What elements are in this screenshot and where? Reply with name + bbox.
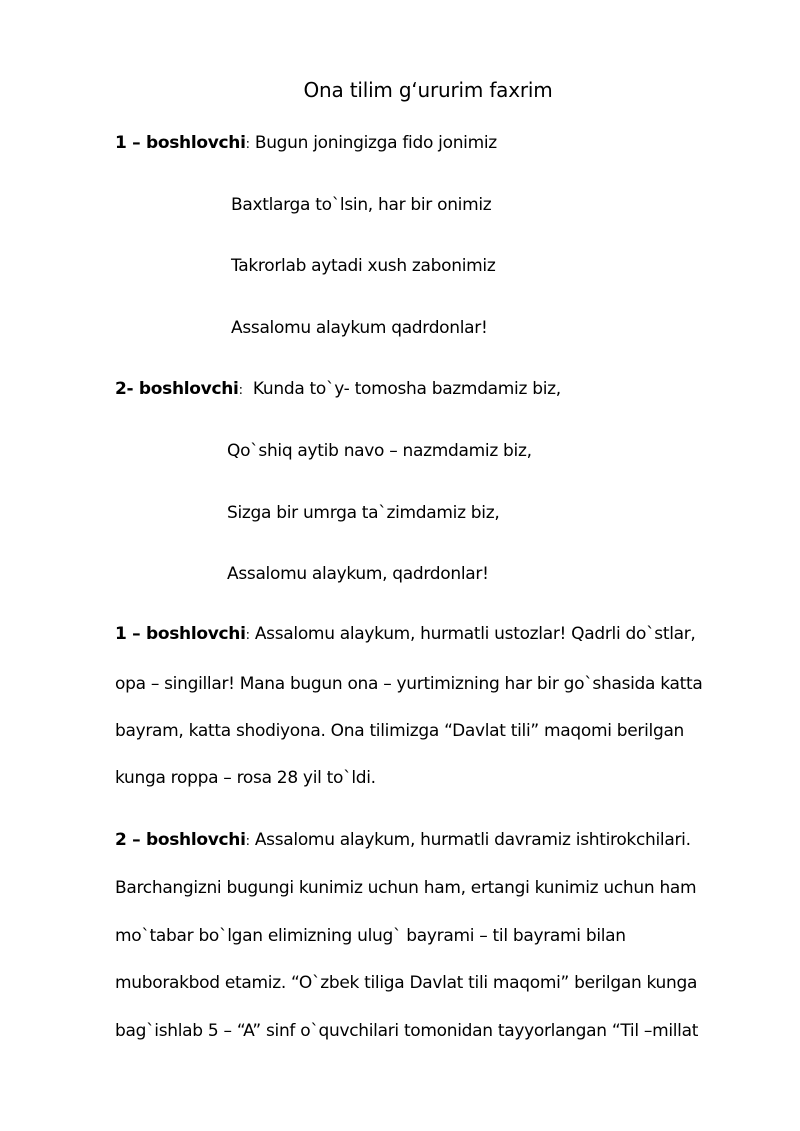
paragraph-line: kunga roppa – rosa 28 yil to`ldi.	[115, 768, 376, 788]
paragraph-2-first-line	[115, 830, 691, 850]
paragraph-line: Assalomu alaykum, hurmatli ustozlar! Qadrli do`stlar,	[254, 624, 696, 644]
speaker-colon: :	[245, 628, 250, 643]
stanza-2-first-line	[115, 379, 561, 399]
verse-line: Assalomu alaykum qadrdonlar!	[231, 318, 488, 338]
stanza-1-first-line	[115, 133, 497, 153]
speaker-label: 1 – boshlovchi	[115, 133, 246, 153]
speaker-label: 2- boshlovchi	[115, 379, 239, 399]
verse-line: Assalomu alaykum, qadrdonlar!	[227, 564, 489, 584]
verse-line: Kunda to`y- tomosha bazmdamiz biz,	[252, 379, 561, 399]
paragraph-line: bag`ishlab 5 – “A” sinf o`quvchilari tomonidan tayyorlangan “Til –millat	[115, 1021, 699, 1041]
speaker-label: 2 – boshlovchi	[115, 830, 246, 850]
speaker-colon: :	[238, 383, 243, 398]
paragraph-line: bayram, katta shodiyona. Ona tilimizga “Davlat tili” maqomi berilgan	[115, 721, 685, 741]
verse-line: Baxtlarga to`lsin, har bir onimiz	[231, 195, 492, 215]
verse-line: Takrorlab aytadi xush zabonimiz	[231, 256, 496, 276]
paragraph-line: mo`tabar bo`lgan elimizning ulug` bayrami – til bayrami bilan	[115, 926, 626, 946]
verse-line: Sizga bir umrga ta`zimdamiz biz,	[227, 503, 500, 523]
speaker-colon: :	[245, 137, 250, 152]
paragraph-1-first-line	[115, 624, 696, 644]
paragraph-line: muborakbod etamiz. “O`zbek tiliga Davlat tili maqomi” berilgan kunga	[115, 973, 698, 993]
verse-line: Bugun joningizga fido jonimiz	[254, 133, 497, 153]
paragraph-line: Assalomu alaykum, hurmatli davramiz ishtirokchilari.	[254, 830, 691, 850]
paragraph-line: opa – singillar! Mana bugun ona – yurtimizning har bir go`shasida katta	[115, 674, 703, 694]
paragraph-line: Barchangizni bugungi kunimiz uchun ham, ertangi kunimiz uchun ham	[115, 878, 697, 898]
page-title: Ona tilim g‘ururim faxrim	[303, 78, 553, 102]
speaker-label: 1 – boshlovchi	[115, 624, 246, 644]
verse-line: Qo`shiq aytib navo – nazmdamiz biz,	[227, 441, 532, 461]
speaker-colon: :	[245, 834, 250, 849]
